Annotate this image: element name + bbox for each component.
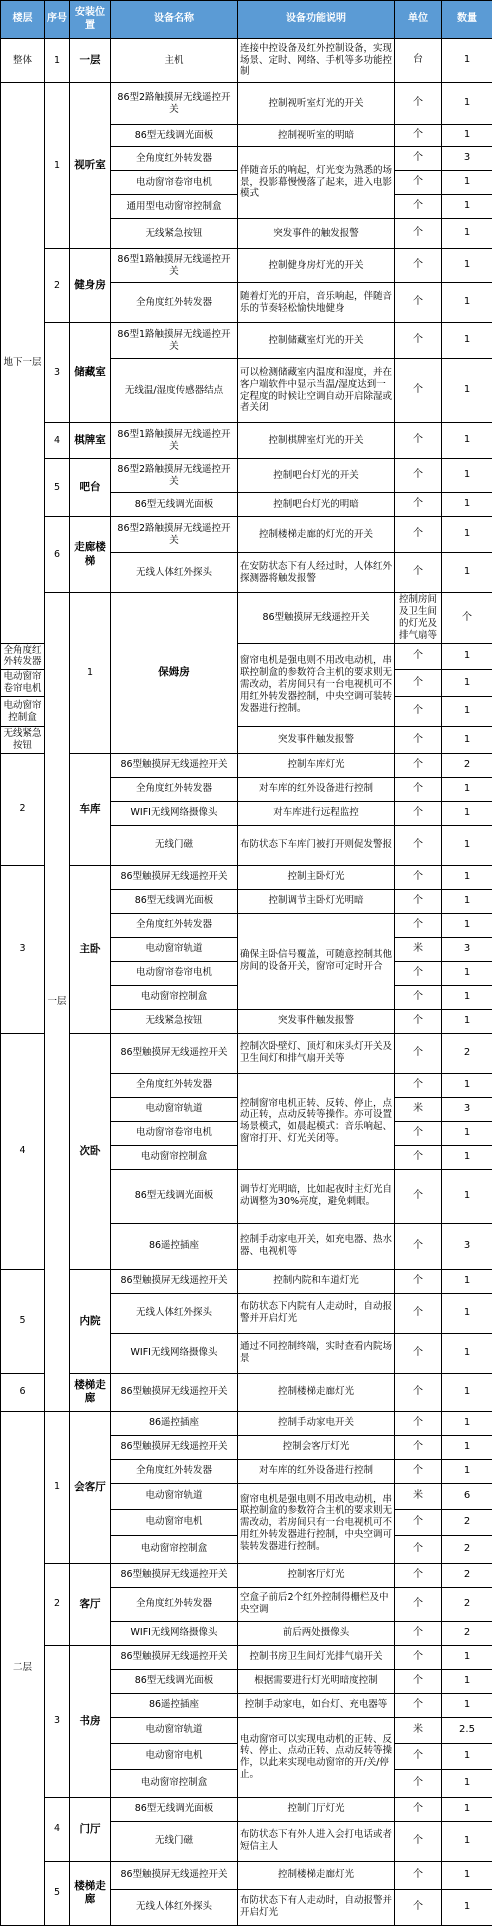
function-cell: 控制手动家电开关	[238, 1411, 395, 1435]
unit-cell: 个	[395, 1435, 442, 1459]
device-cell: 86型触摸屏无线遥控开关	[111, 865, 238, 889]
device-cell: 86型无线调光面板	[111, 1797, 238, 1821]
function-cell: 在安防状态下有人经过时，人体红外探测器将触发报警	[238, 553, 395, 593]
location-cell: 走廊楼梯	[70, 517, 111, 593]
unit-cell: 个	[395, 517, 442, 553]
unit-cell: 个	[395, 1145, 442, 1169]
unit-cell: 个	[395, 1333, 442, 1373]
unit-cell: 个	[395, 1535, 442, 1563]
table-row	[1, 865, 492, 889]
header-unit: 单位	[395, 1, 442, 39]
unit-cell: 个	[395, 83, 442, 125]
header-function: 设备功能说明	[238, 1, 395, 39]
unit-cell: 个	[395, 697, 442, 727]
device-cell: 86型无线调光面板	[111, 1169, 238, 1223]
unit-cell: 个	[395, 753, 442, 777]
function-cell: 窗帘电机是强电则不用改电动机，串联控制盒的参数符合主机的要求则无需改动，若房间只有一台电视机可不用红外转发器控制，中央空调可装转发器进行控制。	[238, 643, 395, 727]
function-cell: 对车库进行远程监控	[238, 801, 395, 825]
header-quantity: 数量	[442, 1, 492, 39]
function-cell: 控制车库灯光	[238, 753, 395, 777]
device-cell: WIFI无线网络摄像头	[111, 1333, 238, 1373]
device-cell: 电动窗帘轨道	[111, 1483, 238, 1509]
device-cell: 电动窗帘轨道	[111, 1717, 238, 1743]
unit-cell: 个	[395, 1373, 442, 1411]
quantity-cell: 2	[442, 753, 492, 777]
function-cell: 布防状态下内院有人走动时，自动报警并开启灯光	[238, 1293, 395, 1333]
device-cell: 电动窗帘卷帘电机	[1, 670, 45, 697]
location-cell: 会客厅	[70, 1411, 111, 1563]
location-cell: 储藏室	[70, 323, 111, 423]
unit-cell: 个	[395, 195, 442, 219]
index-cell: 2	[1, 753, 45, 865]
function-cell: 前后两处摄像头	[238, 1621, 395, 1645]
quantity-cell: 1	[442, 517, 492, 553]
unit-cell: 个	[395, 1669, 442, 1693]
quantity-cell: 1	[442, 1743, 492, 1769]
table-row	[1, 1411, 492, 1435]
unit-cell: 米	[395, 937, 442, 961]
unit-cell: 个	[395, 553, 442, 593]
location-cell: 视听室	[70, 83, 111, 249]
unit-cell: 个	[395, 1621, 442, 1645]
unit-cell: 个	[395, 1509, 442, 1535]
index-cell: 4	[1, 1033, 45, 1269]
function-cell: 控制吧台灯光的明暗	[238, 493, 395, 517]
function-cell: 布防状态下有外人进入会打电话或者短信主人	[238, 1821, 395, 1861]
device-cell: 全角度红外转发器	[111, 283, 238, 323]
index-cell: 6	[45, 517, 70, 593]
device-cell: 电动窗帘控制盒	[111, 1145, 238, 1169]
quantity-cell: 1	[442, 1009, 492, 1033]
function-cell: 控制视听室的明暗	[238, 125, 395, 147]
unit-cell: 个	[395, 670, 442, 697]
function-cell: 调节灯光明暗，比如起夜时主灯光自动调整为30%亮度，避免刺眼。	[238, 1169, 395, 1223]
location-cell: 次卧	[70, 1033, 111, 1269]
unit-cell: 个	[395, 889, 442, 913]
quantity-cell: 1	[442, 219, 492, 249]
quantity-cell: 1	[442, 1861, 492, 1889]
function-cell: 根据需要进行灯光明暗度控制	[238, 1669, 395, 1693]
unit-cell: 个	[395, 913, 442, 937]
device-cell: 86型触摸屏无线遥控开关	[111, 1269, 238, 1293]
function-cell: 控制会客厅灯光	[238, 1435, 395, 1459]
unit-cell: 个	[395, 727, 442, 754]
function-cell: 控制楼梯走廊灯光	[238, 1373, 395, 1411]
quantity-cell: 1	[442, 961, 492, 985]
quantity-cell: 2	[442, 1509, 492, 1535]
unit-cell: 个	[395, 643, 442, 670]
function-cell: 控制棋牌室灯光的开关	[238, 423, 395, 459]
quantity-cell: 1	[442, 1669, 492, 1693]
unit-cell: 个	[395, 1073, 442, 1097]
quantity-cell: 1	[442, 1293, 492, 1333]
quantity-cell: 1	[442, 423, 492, 459]
table-row	[1, 1033, 492, 1073]
function-cell: 控制吧台灯光的开关	[238, 459, 395, 493]
header-location: 安装位置	[70, 1, 111, 39]
unit-cell: 个	[395, 1411, 442, 1435]
device-cell: 全角度红外转发器	[111, 913, 238, 937]
quantity-cell: 2	[442, 1587, 492, 1621]
quantity-cell: 1	[442, 1073, 492, 1097]
unit-cell: 个	[395, 171, 442, 195]
function-cell: 控制书房卫生间灯光排气扇开关	[238, 1645, 395, 1669]
unit-cell: 米	[395, 1717, 442, 1743]
location-cell: 门厅	[70, 1797, 111, 1861]
device-cell: 86型无线调光面板	[111, 1669, 238, 1693]
index-cell: 1	[45, 83, 70, 249]
table-row	[1, 753, 492, 777]
quantity-cell: 1	[442, 777, 492, 801]
unit-cell: 个	[442, 593, 492, 644]
unit-cell: 个	[395, 1861, 442, 1889]
table-row	[1, 39, 492, 83]
quantity-cell: 1	[442, 1411, 492, 1435]
function-cell: 电动窗帘可以实现电动机的正转、反转、停止、点动正转、点动反转等操作，以此来实现电动窗帘的开/关/停止。	[238, 1717, 395, 1797]
device-cell: 86型1路触摸屏无线遥控开关	[111, 249, 238, 283]
device-cell: 电动窗帘控制盒	[1, 697, 45, 727]
quantity-cell: 1	[442, 1145, 492, 1169]
device-cell: 电动窗帘控制盒	[111, 985, 238, 1009]
unit-cell: 个	[395, 1563, 442, 1587]
device-cell: 86遥控插座	[111, 1223, 238, 1269]
unit-cell: 个	[395, 423, 442, 459]
table-row	[1, 1645, 492, 1669]
header-device: 设备名称	[111, 1, 238, 39]
floor-cell: 一层	[45, 593, 70, 1412]
unit-cell: 个	[395, 1743, 442, 1769]
quantity-cell: 2	[442, 1621, 492, 1645]
quantity-cell: 1	[442, 1693, 492, 1717]
quantity-cell: 1	[442, 1769, 492, 1797]
device-cell: 无线门磁	[111, 1821, 238, 1861]
quantity-cell: 1	[442, 1889, 492, 1925]
device-cell: 86型触摸屏无线遥控开关	[111, 1645, 238, 1669]
floor-cell: 二层	[1, 1411, 45, 1925]
device-cell: 无线门磁	[111, 825, 238, 865]
unit-cell: 个	[395, 801, 442, 825]
unit-cell: 个	[395, 1169, 442, 1223]
function-cell: 连接中控设备及红外控制设备，实现场景、定时、网络、手机等多功能控制	[238, 39, 395, 83]
function-cell: 通过不同控制终端，实时查看内院场景	[238, 1333, 395, 1373]
quantity-cell: 1	[442, 553, 492, 593]
quantity-cell: 1	[442, 801, 492, 825]
quantity-cell: 1	[442, 1797, 492, 1821]
device-cell: 全角度红外转发器	[111, 147, 238, 171]
index-cell: 2	[45, 1563, 70, 1645]
function-cell: 控制次卧壁灯、顶灯和床头灯开关及卫生间灯和排气扇开关等	[238, 1033, 395, 1073]
unit-cell: 个	[395, 961, 442, 985]
device-cell: 电动窗帘控制盒	[111, 1769, 238, 1797]
table-row	[1, 1861, 492, 1889]
index-cell: 6	[1, 1373, 45, 1411]
function-cell: 控制手动家电，如台灯、充电器等	[238, 1693, 395, 1717]
quantity-cell: 3	[442, 147, 492, 171]
function-cell: 控制主卧灯光	[238, 865, 395, 889]
unit-cell: 个	[395, 125, 442, 147]
function-cell: 控制客厅灯光	[238, 1563, 395, 1587]
function-cell: 突发事件触发报警	[238, 1009, 395, 1033]
index-cell: 1	[45, 1411, 70, 1563]
device-cell: 无线紧急按钮	[111, 219, 238, 249]
index-cell: 1	[70, 593, 111, 754]
device-cell: WIFI无线网络摄像头	[111, 1621, 238, 1645]
quantity-cell: 1	[442, 1269, 492, 1293]
device-cell: 无线紧急按钮	[111, 1009, 238, 1033]
table-row	[1, 459, 492, 493]
device-cell: 86型2路触摸屏无线遥控开关	[111, 517, 238, 553]
quantity-cell: 1	[442, 493, 492, 517]
device-cell: 86型无线调光面板	[111, 493, 238, 517]
function-cell: 控制楼梯走廊的灯光的开关	[238, 517, 395, 553]
quantity-cell: 1	[442, 359, 492, 423]
unit-cell: 个	[395, 1587, 442, 1621]
device-cell: 电动窗帘电机	[111, 1509, 238, 1535]
index-cell: 5	[1, 1269, 45, 1373]
unit-cell: 个	[395, 1223, 442, 1269]
quantity-cell: 3	[442, 1223, 492, 1269]
quantity-cell: 1	[442, 1821, 492, 1861]
unit-cell: 个	[395, 1009, 442, 1033]
unit-cell: 台	[395, 39, 442, 83]
index-cell: 5	[45, 1861, 70, 1925]
unit-cell: 个	[395, 865, 442, 889]
device-cell: 86型触摸屏无线遥控开关	[111, 1563, 238, 1587]
unit-cell: 个	[395, 1645, 442, 1669]
quantity-cell: 1	[442, 1435, 492, 1459]
location-cell: 棋牌室	[70, 423, 111, 459]
device-cell: 86型触摸屏无线遥控开关	[238, 593, 395, 644]
device-cell: WIFI无线网络摄像头	[111, 801, 238, 825]
device-cell: 86型2路触摸屏无线遥控开关	[111, 459, 238, 493]
function-cell: 控制储藏室灯光的开关	[238, 323, 395, 359]
quantity-cell: 3	[442, 1097, 492, 1121]
device-cell: 无线人体红外探头	[111, 1293, 238, 1333]
device-cell: 86遥控插座	[111, 1693, 238, 1717]
quantity-cell: 3	[442, 937, 492, 961]
location-cell: 主卧	[70, 865, 111, 1033]
function-cell: 控制手动家电开关，如充电器、热水器、电视机等	[238, 1223, 395, 1269]
function-cell: 控制健身房灯光的开关	[238, 249, 395, 283]
device-cell: 通用型电动窗帘控制盒	[111, 195, 238, 219]
index-cell: 3	[45, 1645, 70, 1797]
unit-cell: 个	[395, 1693, 442, 1717]
index-cell: 3	[1, 865, 45, 1033]
quantity-cell: 2	[442, 1033, 492, 1073]
unit-cell: 个	[395, 1033, 442, 1073]
device-cell: 86型触摸屏无线遥控开关	[111, 1033, 238, 1073]
quantity-cell: 2.5	[442, 1717, 492, 1743]
quantity-cell: 6	[442, 1483, 492, 1509]
function-cell: 随着灯光的开启，音乐响起，伴随音乐的节奏轻松愉快地健身	[238, 283, 395, 323]
function-cell: 可以检测储藏室内温度和湿度，并在客户端软件中显示当温/湿度达到一定程度的时候让空调自动开启除湿或者关闭	[238, 359, 395, 423]
device-cell: 电动窗帘轨道	[111, 937, 238, 961]
location-cell: 健身房	[70, 249, 111, 323]
quantity-cell: 1	[442, 1121, 492, 1145]
quantity-cell: 1	[442, 171, 492, 195]
table-row	[1, 1269, 492, 1293]
function-cell: 布防状态下有人走动时，自动报警并开启灯光	[238, 1889, 395, 1925]
unit-cell: 个	[395, 283, 442, 323]
index-cell: 3	[45, 323, 70, 423]
location-cell: 楼梯走廊	[70, 1373, 111, 1411]
device-cell: 无线人体红外探头	[111, 553, 238, 593]
function-cell: 控制内院和车道灯光	[238, 1269, 395, 1293]
table-row	[1, 1373, 492, 1411]
device-cell: 全角度红外转发器	[111, 1459, 238, 1483]
unit-cell: 个	[395, 1121, 442, 1145]
quantity-cell: 1	[442, 1333, 492, 1373]
header-row	[1, 1, 492, 39]
device-cell: 86型2路触摸屏无线遥控开关	[111, 83, 238, 125]
unit-cell: 个	[395, 1797, 442, 1821]
quantity-cell: 1	[442, 1459, 492, 1483]
quantity-cell: 1	[442, 323, 492, 359]
location-cell: 车库	[70, 753, 111, 865]
header-floor: 楼层	[1, 1, 45, 39]
function-cell: 控制调节主卧灯光明暗	[238, 889, 395, 913]
index-cell: 2	[45, 249, 70, 323]
device-cell: 主机	[111, 39, 238, 83]
function-cell: 布防状态下车库门被打开则促发警报	[238, 825, 395, 865]
device-cell: 全角度红外转发器	[111, 1587, 238, 1621]
index-cell: 4	[45, 1797, 70, 1861]
device-cell: 无线人体红外探头	[111, 1889, 238, 1925]
function-cell: 伴随音乐的响起，灯光变为熟悉的场景，投影幕慢慢落了起来，进入电影模式	[238, 147, 395, 219]
unit-cell: 个	[395, 777, 442, 801]
location-cell: 一层	[70, 39, 111, 83]
unit-cell: 米	[395, 1483, 442, 1509]
location-cell: 保姆房	[111, 593, 238, 754]
device-cell: 电动窗帘卷帘电机	[111, 171, 238, 195]
quantity-cell: 1	[442, 1373, 492, 1411]
function-cell: 突发事件触发报警	[238, 727, 395, 754]
table-row	[1, 593, 492, 644]
unit-cell: 个	[395, 147, 442, 171]
function-cell: 控制视听室灯光的开关	[238, 83, 395, 125]
quantity-cell: 1	[442, 825, 492, 865]
table-row	[1, 249, 492, 283]
function-cell: 确保主卧信号覆盖，可随意控制其他房间的设备开关，窗帘可定时开合	[238, 913, 395, 1009]
quantity-cell: 1	[442, 195, 492, 219]
unit-cell: 个	[395, 249, 442, 283]
function-cell: 窗帘电机是强电则不用改电动机，串联控制盒的参数符合主机的要求则无需改动，若房间只有一台电视机可不用红外转发器进行控制，中央空调可装转发器进行控制。	[238, 1483, 395, 1563]
index-cell: 1	[45, 39, 70, 83]
quantity-cell: 1	[442, 670, 492, 697]
device-cell: 电动窗帘卷帘电机	[111, 1121, 238, 1145]
index-cell: 5	[45, 459, 70, 517]
unit-cell: 个	[395, 359, 442, 423]
device-cell: 全角度红外转发器	[1, 643, 45, 670]
unit-cell: 个	[395, 1293, 442, 1333]
function-cell: 控制窗帘电机正转、反转、停止，点动正转，点动反转等操作。亦可设置场景模式，如晨起模式：音乐响起、窗帘打开、灯光关闭等。	[238, 1073, 395, 1169]
quantity-cell: 1	[442, 39, 492, 83]
function-cell: 对车库的红外设备进行控制	[238, 1459, 395, 1483]
location-cell: 吧台	[70, 459, 111, 517]
quantity-cell: 1	[442, 985, 492, 1009]
location-cell: 楼梯走廊	[70, 1861, 111, 1925]
quantity-cell: 1	[442, 643, 492, 670]
unit-cell: 个	[395, 1769, 442, 1797]
device-cell: 86型触摸屏无线遥控开关	[111, 1435, 238, 1459]
device-cell: 电动窗帘卷帘电机	[111, 961, 238, 985]
table-row	[1, 1797, 492, 1821]
table-row	[1, 423, 492, 459]
unit-cell: 个	[395, 459, 442, 493]
unit-cell: 个	[395, 219, 442, 249]
function-cell: 控制门厅灯光	[238, 1797, 395, 1821]
device-cell: 无线紧急按钮	[1, 727, 45, 754]
quantity-cell: 1	[442, 283, 492, 323]
quantity-cell: 1	[442, 83, 492, 125]
floor-cell: 整体	[1, 39, 45, 83]
quantity-cell: 1	[442, 249, 492, 283]
unit-cell: 个	[395, 1889, 442, 1925]
function-cell: 对车库的红外设备进行控制	[238, 777, 395, 801]
quantity-cell: 2	[442, 1535, 492, 1563]
function-cell: 控制楼梯走廊灯光	[238, 1861, 395, 1889]
quantity-cell: 1	[442, 727, 492, 754]
quantity-cell: 1	[442, 1169, 492, 1223]
table-row	[1, 83, 492, 125]
device-cell: 86型触摸屏无线遥控开关	[111, 753, 238, 777]
device-cell: 无线温/湿度传感器结点	[111, 359, 238, 423]
function-cell: 控制房间及卫生间的灯光及排气扇等	[395, 593, 442, 644]
device-cell: 86型1路触摸屏无线遥控开关	[111, 323, 238, 359]
quantity-cell: 1	[442, 913, 492, 937]
unit-cell: 个	[395, 1821, 442, 1861]
device-cell: 86型无线调光面板	[111, 125, 238, 147]
device-cell: 86型无线调光面板	[111, 889, 238, 913]
table-row	[1, 517, 492, 553]
unit-cell: 个	[395, 1269, 442, 1293]
location-cell: 客厅	[70, 1563, 111, 1645]
unit-cell: 个	[395, 985, 442, 1009]
device-cell: 全角度红外转发器	[111, 777, 238, 801]
quantity-cell: 1	[442, 1645, 492, 1669]
unit-cell: 个	[395, 323, 442, 359]
header-index: 序号	[45, 1, 70, 39]
unit-cell: 个	[395, 1459, 442, 1483]
device-cell: 86型1路触摸屏无线遥控开关	[111, 423, 238, 459]
device-cell: 电动窗帘控制盒	[111, 1535, 238, 1563]
device-cell: 86型触摸屏无线遥控开关	[111, 1861, 238, 1889]
function-cell: 空盒子前后2个红外控制得栅栏及中央空调	[238, 1587, 395, 1621]
quantity-cell: 1	[442, 697, 492, 727]
unit-cell: 米	[395, 1097, 442, 1121]
quantity-cell: 1	[442, 459, 492, 493]
quantity-cell: 1	[442, 125, 492, 147]
device-cell: 全角度红外转发器	[111, 1073, 238, 1097]
floor-cell: 地下一层	[1, 83, 45, 644]
device-cell: 电动窗帘电机	[111, 1743, 238, 1769]
device-cell: 86遥控插座	[111, 1411, 238, 1435]
table-row	[1, 323, 492, 359]
unit-cell: 个	[395, 825, 442, 865]
function-cell: 突发事件的触发报警	[238, 219, 395, 249]
index-cell: 4	[45, 423, 70, 459]
unit-cell: 个	[395, 493, 442, 517]
device-cell: 电动窗帘轨道	[111, 1097, 238, 1121]
quantity-cell: 1	[442, 889, 492, 913]
quantity-cell: 1	[442, 865, 492, 889]
location-cell: 内院	[70, 1269, 111, 1373]
location-cell: 书房	[70, 1645, 111, 1797]
device-cell: 86型触摸屏无线遥控开关	[111, 1373, 238, 1411]
quantity-cell: 2	[442, 1563, 492, 1587]
table-row	[1, 1563, 492, 1587]
